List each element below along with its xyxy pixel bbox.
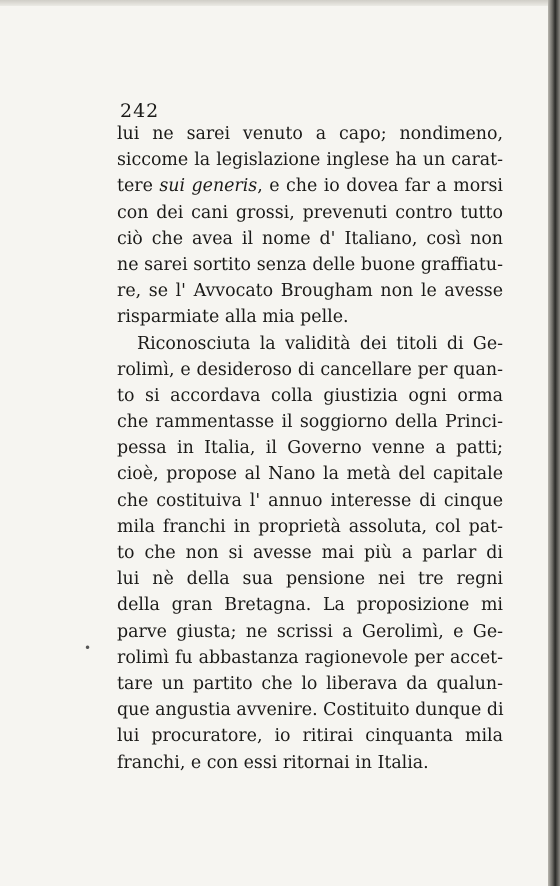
text-line: tere sui generis, e che io dovea far a morsi [117,176,503,197]
text-line: cioè, propose al Nano la metà del capitale [117,464,503,485]
body-text [117,121,503,776]
text-line: ciò che avea il nome d' Italiano, così non [117,228,503,249]
text-line: rolimì, e desideroso di cancellare per quan- [117,359,503,380]
text-line: re, se l' Avvocato Brougham non le avesse [117,281,503,302]
text-line: que angustia avvenire. Costituito dunque di [117,700,504,721]
text-line: rolimì fu abbastanza ragionevole per accet- [117,647,503,668]
text-line: che rammentasse il soggiorno della Princi- [117,412,503,433]
text-line: tare un partito che lo liberava da qualun- [117,673,503,694]
text-line: della gran Bretagna. La proposizione mi [117,595,503,616]
text-line: to che non si avesse mai più a parlar di [117,543,503,563]
binding-edge [548,0,560,886]
italic-phrase: sui generis [159,176,258,197]
text-line: lui nè della sua pensione nei tre regni [117,569,503,590]
text-line: risparmiate alla mia pelle. [117,307,349,328]
text-line: lui procuratore, io ritirai cinquanta mila [117,726,503,747]
text-line: parve giusta; ne scrissi a Gerolimì, e Ge- [117,621,503,642]
text-line: ne sarei sortito senza delle buone graffiatu- [117,254,503,275]
text-line: Riconosciuta la validità dei titoli di Ge- [137,333,503,354]
page-number: 242 [120,100,160,122]
text-line: pessa in Italia, il Governo venne a patti; [117,438,503,459]
margin-mark: • [84,641,92,655]
text-line: mila franchi in proprietà assoluta, col pat- [117,516,503,537]
text-line: franchi, e con essi ritornai in Italia. [117,752,429,773]
text-line: con dei cani grossi, prevenuti contro tutto [117,202,503,223]
text-line: to si accordava colla giustizia ogni orma [117,385,503,406]
text-line: siccome la legislazione inglese ha un carat- [117,150,503,171]
scan-top-edge [0,0,560,6]
text-line: che costituiva l' annuo interesse di cinque [117,490,503,511]
text-line: lui ne sarei venuto a capo; nondimeno, [117,124,503,144]
